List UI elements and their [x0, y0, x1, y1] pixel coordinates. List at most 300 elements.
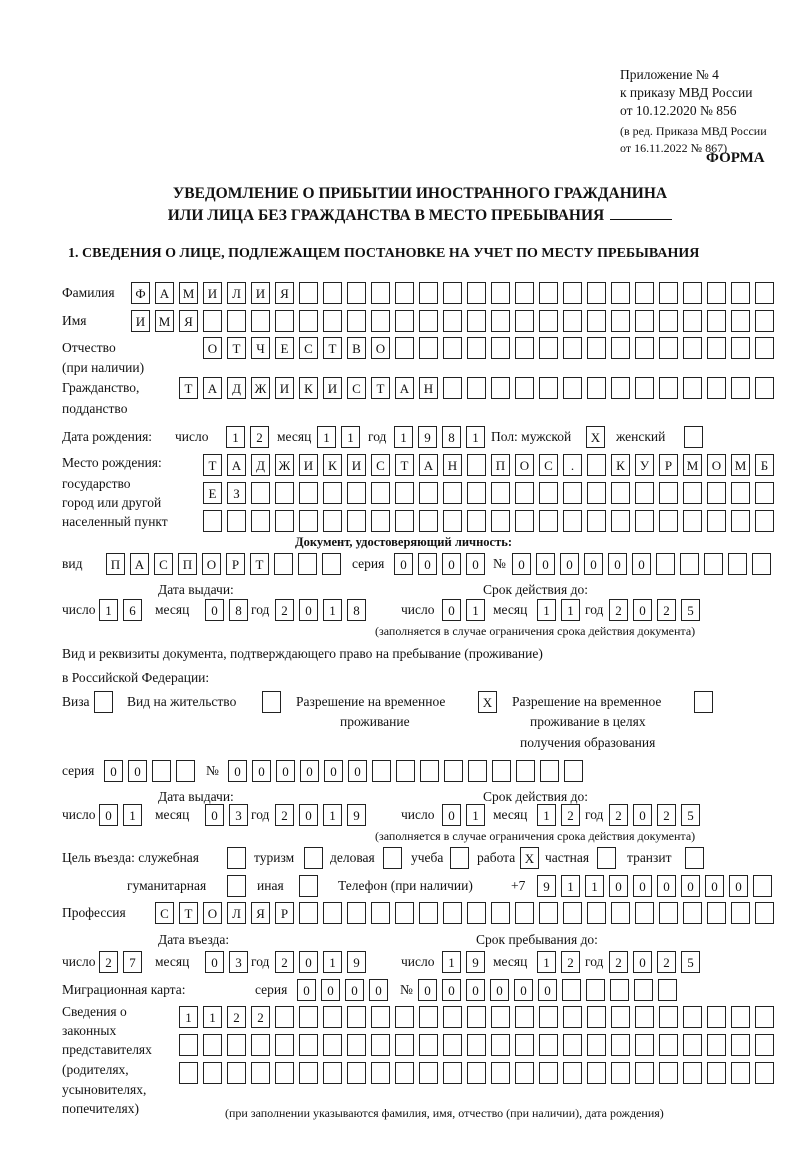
char-box[interactable]: А — [227, 454, 246, 476]
char-box[interactable]: М — [179, 282, 198, 304]
char-box[interactable]: Р — [275, 902, 294, 924]
representatives-field-1[interactable] — [179, 1006, 774, 1028]
char-box[interactable] — [731, 310, 750, 332]
char-box[interactable] — [515, 337, 534, 359]
char-box[interactable]: 9 — [347, 951, 366, 973]
char-box[interactable] — [635, 377, 654, 399]
stay-valid-month-field[interactable] — [537, 804, 580, 826]
char-box[interactable]: 0 — [560, 553, 579, 575]
char-box[interactable] — [707, 482, 726, 504]
char-box[interactable]: 2 — [657, 599, 676, 621]
char-box[interactable] — [467, 1034, 486, 1056]
char-box[interactable] — [731, 1034, 750, 1056]
char-box[interactable] — [322, 553, 341, 575]
char-box[interactable] — [731, 377, 750, 399]
char-box[interactable] — [659, 377, 678, 399]
char-box[interactable]: 0 — [128, 760, 147, 782]
char-box[interactable]: 0 — [466, 553, 485, 575]
char-box[interactable] — [227, 875, 246, 897]
char-box[interactable]: 1 — [123, 804, 142, 826]
char-box[interactable]: О — [371, 337, 390, 359]
char-box[interactable] — [371, 902, 390, 924]
char-box[interactable]: С — [539, 454, 558, 476]
char-box[interactable] — [753, 875, 772, 897]
stay-series-field[interactable] — [104, 760, 195, 782]
char-box[interactable] — [371, 282, 390, 304]
char-box[interactable] — [539, 1062, 558, 1084]
char-box[interactable] — [395, 1006, 414, 1028]
char-box[interactable]: П — [106, 553, 125, 575]
char-box[interactable]: 1 — [226, 426, 245, 448]
char-box[interactable] — [347, 510, 366, 532]
char-box[interactable] — [683, 1062, 702, 1084]
char-box[interactable] — [395, 510, 414, 532]
char-box[interactable] — [419, 482, 438, 504]
char-box[interactable] — [467, 510, 486, 532]
doc-valid-day-field[interactable] — [442, 599, 485, 621]
char-box[interactable]: И — [299, 454, 318, 476]
char-box[interactable]: Ч — [251, 337, 270, 359]
char-box[interactable]: 1 — [323, 951, 342, 973]
char-box[interactable] — [275, 310, 294, 332]
char-box[interactable] — [251, 482, 270, 504]
birth-place-field-1[interactable] — [203, 454, 774, 476]
patronymic-field[interactable] — [203, 337, 774, 359]
char-box[interactable] — [203, 1062, 222, 1084]
char-box[interactable]: 2 — [609, 804, 628, 826]
doc-issue-year-field[interactable] — [275, 599, 366, 621]
char-box[interactable] — [683, 377, 702, 399]
char-box[interactable]: И — [203, 282, 222, 304]
char-box[interactable]: И — [251, 282, 270, 304]
char-box[interactable]: 1 — [561, 599, 580, 621]
char-box[interactable] — [323, 1034, 342, 1056]
char-box[interactable] — [515, 282, 534, 304]
char-box[interactable] — [611, 377, 630, 399]
char-box[interactable]: 2 — [609, 951, 628, 973]
char-box[interactable]: Т — [227, 337, 246, 359]
char-box[interactable]: 1 — [323, 599, 342, 621]
char-box[interactable] — [659, 1062, 678, 1084]
char-box[interactable] — [611, 1006, 630, 1028]
char-box[interactable] — [563, 1062, 582, 1084]
char-box[interactable] — [419, 1062, 438, 1084]
char-box[interactable]: А — [395, 377, 414, 399]
char-box[interactable]: 1 — [561, 875, 580, 897]
char-box[interactable] — [443, 1062, 462, 1084]
char-box[interactable]: X — [478, 691, 497, 713]
char-box[interactable] — [443, 902, 462, 924]
char-box[interactable]: 1 — [179, 1006, 198, 1028]
purpose-other-checkbox[interactable] — [299, 875, 318, 897]
char-box[interactable]: 0 — [633, 951, 652, 973]
char-box[interactable] — [707, 1034, 726, 1056]
char-box[interactable] — [491, 310, 510, 332]
char-box[interactable]: 9 — [418, 426, 437, 448]
char-box[interactable] — [323, 510, 342, 532]
char-box[interactable] — [395, 1034, 414, 1056]
char-box[interactable] — [635, 310, 654, 332]
char-box[interactable] — [251, 310, 270, 332]
char-box[interactable] — [752, 553, 771, 575]
char-box[interactable]: 0 — [276, 760, 295, 782]
char-box[interactable] — [203, 510, 222, 532]
surname-field[interactable] — [131, 282, 774, 304]
char-box[interactable] — [419, 510, 438, 532]
char-box[interactable]: 1 — [99, 599, 118, 621]
char-box[interactable] — [635, 510, 654, 532]
char-box[interactable] — [587, 510, 606, 532]
mc-number-field[interactable] — [418, 979, 677, 1001]
char-box[interactable] — [563, 310, 582, 332]
char-box[interactable]: О — [515, 454, 534, 476]
char-box[interactable]: К — [299, 377, 318, 399]
char-box[interactable] — [611, 902, 630, 924]
char-box[interactable]: В — [347, 337, 366, 359]
char-box[interactable] — [227, 1062, 246, 1084]
char-box[interactable] — [443, 377, 462, 399]
char-box[interactable] — [179, 1034, 198, 1056]
char-box[interactable]: С — [347, 377, 366, 399]
char-box[interactable] — [396, 760, 415, 782]
char-box[interactable] — [323, 482, 342, 504]
char-box[interactable] — [371, 1006, 390, 1028]
char-box[interactable] — [539, 902, 558, 924]
birth-place-field-2[interactable] — [203, 482, 774, 504]
char-box[interactable]: 0 — [299, 951, 318, 973]
char-box[interactable] — [467, 1062, 486, 1084]
char-box[interactable]: 0 — [442, 599, 461, 621]
char-box[interactable] — [299, 1006, 318, 1028]
char-box[interactable] — [683, 510, 702, 532]
stay-year-field[interactable] — [609, 951, 700, 973]
char-box[interactable] — [539, 482, 558, 504]
char-box[interactable]: 8 — [442, 426, 461, 448]
char-box[interactable] — [731, 1006, 750, 1028]
char-box[interactable] — [467, 454, 486, 476]
char-box[interactable] — [419, 1006, 438, 1028]
char-box[interactable]: 1 — [537, 951, 556, 973]
char-box[interactable]: 1 — [203, 1006, 222, 1028]
char-box[interactable] — [562, 979, 581, 1001]
char-box[interactable] — [371, 310, 390, 332]
char-box[interactable] — [707, 1062, 726, 1084]
char-box[interactable] — [704, 553, 723, 575]
char-box[interactable]: Б — [755, 454, 774, 476]
char-box[interactable] — [299, 482, 318, 504]
char-box[interactable] — [587, 282, 606, 304]
phone-field[interactable] — [537, 875, 772, 897]
char-box[interactable]: 0 — [442, 553, 461, 575]
char-box[interactable]: И — [323, 377, 342, 399]
char-box[interactable]: 2 — [275, 804, 294, 826]
char-box[interactable]: X — [520, 847, 539, 869]
entry-year-field[interactable] — [275, 951, 366, 973]
char-box[interactable] — [755, 1034, 774, 1056]
char-box[interactable]: Д — [251, 454, 270, 476]
char-box[interactable] — [467, 902, 486, 924]
char-box[interactable]: 6 — [123, 599, 142, 621]
char-box[interactable]: 0 — [369, 979, 388, 1001]
char-box[interactable] — [515, 377, 534, 399]
char-box[interactable] — [299, 902, 318, 924]
char-box[interactable]: С — [299, 337, 318, 359]
char-box[interactable] — [610, 979, 629, 1001]
char-box[interactable] — [707, 282, 726, 304]
purpose-transit-checkbox[interactable] — [685, 847, 704, 869]
char-box[interactable] — [755, 1062, 774, 1084]
char-box[interactable]: А — [419, 454, 438, 476]
char-box[interactable] — [587, 1034, 606, 1056]
char-box[interactable] — [372, 760, 391, 782]
char-box[interactable] — [611, 1062, 630, 1084]
name-field[interactable] — [131, 310, 774, 332]
purpose-tourism-checkbox[interactable] — [304, 847, 323, 869]
char-box[interactable]: 2 — [275, 951, 294, 973]
char-box[interactable] — [515, 1006, 534, 1028]
char-box[interactable]: 0 — [514, 979, 533, 1001]
char-box[interactable]: 0 — [584, 553, 603, 575]
char-box[interactable] — [467, 282, 486, 304]
char-box[interactable]: М — [155, 310, 174, 332]
char-box[interactable]: 5 — [681, 599, 700, 621]
char-box[interactable] — [683, 482, 702, 504]
char-box[interactable] — [755, 902, 774, 924]
birth-month-field[interactable] — [317, 426, 360, 448]
char-box[interactable] — [707, 337, 726, 359]
doc-valid-month-field[interactable] — [537, 599, 580, 621]
char-box[interactable] — [563, 1006, 582, 1028]
stay-day-field[interactable] — [442, 951, 485, 973]
char-box[interactable]: Н — [419, 377, 438, 399]
char-box[interactable]: 2 — [251, 1006, 270, 1028]
char-box[interactable] — [395, 282, 414, 304]
char-box[interactable] — [587, 482, 606, 504]
char-box[interactable] — [323, 902, 342, 924]
char-box[interactable] — [597, 847, 616, 869]
char-box[interactable]: С — [154, 553, 173, 575]
char-box[interactable]: 0 — [609, 875, 628, 897]
char-box[interactable] — [563, 902, 582, 924]
char-box[interactable] — [539, 1006, 558, 1028]
char-box[interactable]: 0 — [252, 760, 271, 782]
char-box[interactable] — [299, 875, 318, 897]
char-box[interactable] — [635, 1006, 654, 1028]
char-box[interactable] — [731, 282, 750, 304]
char-box[interactable]: 3 — [229, 804, 248, 826]
char-box[interactable] — [347, 482, 366, 504]
char-box[interactable]: А — [130, 553, 149, 575]
char-box[interactable] — [635, 902, 654, 924]
char-box[interactable] — [755, 337, 774, 359]
char-box[interactable]: З — [227, 482, 246, 504]
char-box[interactable]: 1 — [537, 599, 556, 621]
char-box[interactable] — [443, 510, 462, 532]
char-box[interactable]: 1 — [466, 599, 485, 621]
char-box[interactable]: 0 — [633, 875, 652, 897]
char-box[interactable]: 0 — [345, 979, 364, 1001]
char-box[interactable] — [539, 1034, 558, 1056]
stay-issue-month-field[interactable] — [205, 804, 248, 826]
char-box[interactable] — [659, 1006, 678, 1028]
char-box[interactable]: 2 — [561, 951, 580, 973]
char-box[interactable] — [755, 510, 774, 532]
char-box[interactable] — [347, 1006, 366, 1028]
char-box[interactable] — [383, 847, 402, 869]
char-box[interactable] — [227, 510, 246, 532]
char-box[interactable]: 0 — [394, 553, 413, 575]
char-box[interactable] — [419, 902, 438, 924]
char-box[interactable]: 0 — [297, 979, 316, 1001]
char-box[interactable] — [515, 510, 534, 532]
char-box[interactable]: 0 — [321, 979, 340, 1001]
char-box[interactable] — [728, 553, 747, 575]
char-box[interactable] — [251, 510, 270, 532]
mc-series-field[interactable] — [297, 979, 388, 1001]
char-box[interactable]: Т — [179, 902, 198, 924]
char-box[interactable]: . — [563, 454, 582, 476]
char-box[interactable] — [587, 310, 606, 332]
char-box[interactable] — [563, 282, 582, 304]
char-box[interactable] — [203, 1034, 222, 1056]
char-box[interactable]: Е — [203, 482, 222, 504]
char-box[interactable]: Т — [323, 337, 342, 359]
char-box[interactable] — [635, 1062, 654, 1084]
char-box[interactable] — [611, 282, 630, 304]
birth-day-field[interactable] — [226, 426, 269, 448]
doc-issue-day-field[interactable] — [99, 599, 142, 621]
char-box[interactable]: 0 — [705, 875, 724, 897]
entry-day-field[interactable] — [99, 951, 142, 973]
char-box[interactable]: 0 — [442, 979, 461, 1001]
char-box[interactable] — [443, 482, 462, 504]
char-box[interactable]: 1 — [537, 804, 556, 826]
char-box[interactable] — [262, 691, 281, 713]
char-box[interactable] — [731, 1062, 750, 1084]
char-box[interactable] — [707, 377, 726, 399]
purpose-private-checkbox[interactable] — [597, 847, 616, 869]
char-box[interactable]: С — [155, 902, 174, 924]
char-box[interactable] — [635, 337, 654, 359]
char-box[interactable]: 0 — [418, 553, 437, 575]
char-box[interactable]: П — [491, 454, 510, 476]
char-box[interactable] — [539, 510, 558, 532]
char-box[interactable] — [683, 337, 702, 359]
sex-female-checkbox[interactable] — [684, 426, 703, 448]
char-box[interactable]: 1 — [394, 426, 413, 448]
char-box[interactable]: 1 — [466, 804, 485, 826]
char-box[interactable] — [419, 337, 438, 359]
char-box[interactable] — [444, 760, 463, 782]
char-box[interactable] — [491, 482, 510, 504]
char-box[interactable]: 2 — [250, 426, 269, 448]
char-box[interactable]: 2 — [657, 951, 676, 973]
char-box[interactable] — [707, 510, 726, 532]
char-box[interactable]: 7 — [123, 951, 142, 973]
char-box[interactable] — [347, 310, 366, 332]
char-box[interactable]: Т — [371, 377, 390, 399]
char-box[interactable]: Р — [226, 553, 245, 575]
char-box[interactable] — [275, 1034, 294, 1056]
char-box[interactable] — [731, 510, 750, 532]
char-box[interactable]: 2 — [609, 599, 628, 621]
char-box[interactable] — [94, 691, 113, 713]
birth-year-field[interactable] — [394, 426, 485, 448]
char-box[interactable] — [275, 1062, 294, 1084]
char-box[interactable] — [707, 902, 726, 924]
char-box[interactable]: 0 — [205, 951, 224, 973]
char-box[interactable] — [659, 482, 678, 504]
visa-checkbox[interactable] — [94, 691, 113, 713]
char-box[interactable] — [443, 1006, 462, 1028]
char-box[interactable]: 0 — [512, 553, 531, 575]
char-box[interactable] — [347, 1062, 366, 1084]
char-box[interactable] — [152, 760, 171, 782]
char-box[interactable]: 2 — [227, 1006, 246, 1028]
char-box[interactable]: Т — [203, 454, 222, 476]
char-box[interactable] — [419, 282, 438, 304]
char-box[interactable]: 0 — [348, 760, 367, 782]
char-box[interactable]: 1 — [323, 804, 342, 826]
char-box[interactable] — [659, 902, 678, 924]
char-box[interactable]: Д — [227, 377, 246, 399]
char-box[interactable] — [491, 337, 510, 359]
char-box[interactable] — [755, 1006, 774, 1028]
char-box[interactable]: Ж — [251, 377, 270, 399]
char-box[interactable] — [371, 1034, 390, 1056]
char-box[interactable]: 3 — [229, 951, 248, 973]
char-box[interactable] — [467, 1006, 486, 1028]
char-box[interactable] — [707, 1006, 726, 1028]
char-box[interactable]: Л — [227, 282, 246, 304]
char-box[interactable]: 2 — [99, 951, 118, 973]
char-box[interactable]: 1 — [341, 426, 360, 448]
char-box[interactable]: Я — [275, 282, 294, 304]
char-box[interactable] — [685, 847, 704, 869]
char-box[interactable] — [298, 553, 317, 575]
char-box[interactable]: 0 — [418, 979, 437, 1001]
char-box[interactable] — [731, 337, 750, 359]
char-box[interactable]: Т — [179, 377, 198, 399]
char-box[interactable] — [299, 1034, 318, 1056]
char-box[interactable] — [304, 847, 323, 869]
char-box[interactable]: 8 — [347, 599, 366, 621]
char-box[interactable]: Т — [395, 454, 414, 476]
char-box[interactable]: У — [635, 454, 654, 476]
char-box[interactable] — [299, 510, 318, 532]
char-box[interactable] — [731, 482, 750, 504]
char-box[interactable] — [755, 482, 774, 504]
char-box[interactable] — [755, 282, 774, 304]
stay-issue-year-field[interactable] — [275, 804, 366, 826]
char-box[interactable]: Ф — [131, 282, 150, 304]
char-box[interactable] — [539, 282, 558, 304]
char-box[interactable] — [468, 760, 487, 782]
stay-number-field[interactable] — [228, 760, 583, 782]
char-box[interactable] — [491, 1062, 510, 1084]
char-box[interactable] — [683, 310, 702, 332]
char-box[interactable]: 0 — [538, 979, 557, 1001]
char-box[interactable]: 1 — [442, 951, 461, 973]
char-box[interactable]: 0 — [99, 804, 118, 826]
char-box[interactable] — [587, 902, 606, 924]
char-box[interactable]: О — [203, 337, 222, 359]
char-box[interactable]: 0 — [657, 875, 676, 897]
char-box[interactable] — [563, 510, 582, 532]
char-box[interactable] — [491, 1034, 510, 1056]
char-box[interactable]: 0 — [300, 760, 319, 782]
stay-month-field[interactable] — [537, 951, 580, 973]
